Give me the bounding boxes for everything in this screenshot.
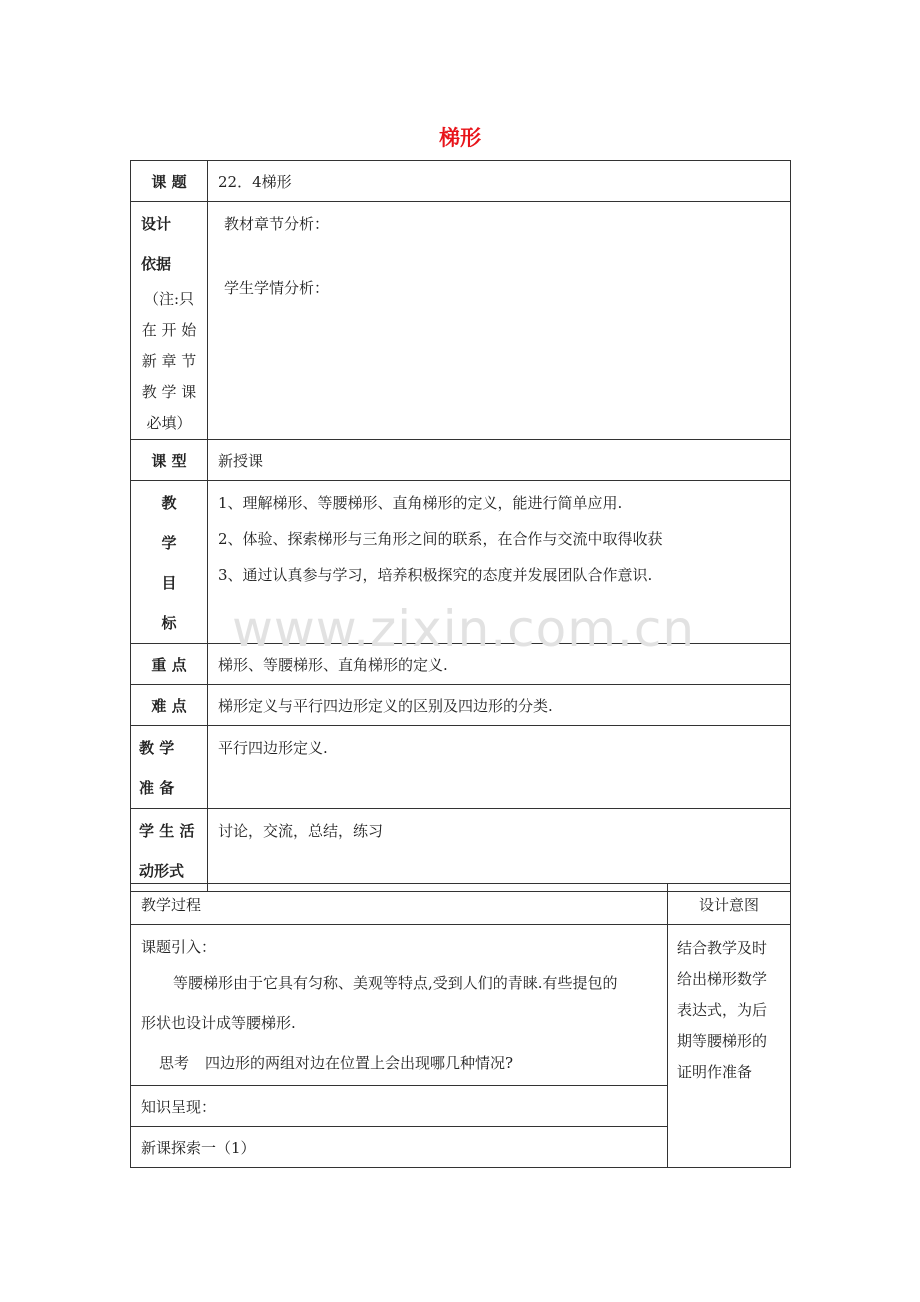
topic-value: 22．4梯形 [208,161,791,202]
topic-row [131,161,791,202]
design-intent-line: 给出梯形数学 [677,970,768,988]
design-intent-line: 表达式，为后 [677,1001,768,1019]
design-intent-line: 证明作准备 [677,1063,753,1081]
design-basis-content [208,202,791,440]
preparation-label [131,726,208,809]
lesson-type-value: 新授课 [208,440,791,481]
basis-note-line: 必填） [146,414,192,432]
document-title: 梯形 [439,126,481,150]
objectives-row [131,481,791,644]
student-analysis-label: 学生学情分析： [224,279,330,297]
think-question [141,1043,667,1083]
objectives-label-char: 目 [161,574,177,592]
difficulty-row [131,685,791,726]
activity-label [131,809,208,892]
teaching-process-table [130,883,791,1168]
key-point-value: 梯形、等腰梯形、直角梯形的定义. [208,644,791,685]
objectives-list [208,481,791,644]
textbook-analysis-label: 教材章节分析： [224,215,330,233]
basis-note-line: 在 开 始 [141,321,197,339]
lesson-info-table [130,160,791,892]
lesson-type-row [131,440,791,481]
process-header-row [131,884,791,925]
objectives-label [131,481,208,644]
basis-note-line: （注:只 [143,290,195,308]
activity-value: 讨论，交流，总结，练习 [208,809,791,892]
design-intent-line: 期等腰梯形的 [677,1032,768,1050]
basis-note-line: 教 学 课 [141,383,197,401]
lesson-type-label: 课 型 [131,440,208,481]
activity-label-line: 学 生 活 [139,822,195,840]
activity-row [131,809,791,892]
basis-note-line: 新 章 节 [141,352,197,370]
explore-label: 新课探索一（1） [131,1127,668,1168]
objective-item: 3、通过认真参与学习，培养积极探究的态度并发展团队合作意识. [218,566,653,584]
objective-item: 1、理解梯形、等腰梯形、直角梯形的定义，能进行简单应用. [218,494,623,512]
design-intent-line: 结合教学及时 [677,939,768,957]
topic-label: 课 题 [131,161,208,202]
process-header: 教学过程 [131,884,668,925]
design-basis-row [131,202,791,440]
think-label: 思考 [159,1054,190,1072]
objectives-label-char: 教 [161,494,177,512]
intro-cell [131,925,668,1086]
basis-label-line: 设计 [141,215,172,233]
intro-row [131,925,791,1086]
think-text: 四边形的两组对边在位置上会出现哪几种情况? [205,1054,514,1072]
key-point-row [131,644,791,685]
objectives-label-char: 学 [161,534,177,552]
difficulty-value: 梯形定义与平行四边形定义的区别及四边形的分类. [208,685,791,726]
intro-paragraph-line: 形状也设计成等腰梯形. [141,1014,296,1032]
preparation-label-line: 准 备 [139,779,175,797]
difficulty-label: 难 点 [131,685,208,726]
knowledge-label: 知识呈现： [131,1086,668,1127]
basis-label-line: 依据 [141,255,172,273]
objective-item: 2、体验、探索梯形与三角形之间的联系，在合作与交流中取得收获 [218,530,663,548]
preparation-value: 平行四边形定义. [208,726,791,809]
intent-header: 设计意图 [668,884,791,925]
design-basis-label [131,202,208,440]
objectives-label-char: 标 [161,614,177,632]
intro-paragraph-line: 等腰梯形由于它具有匀称、美观等特点,受到人们的青睐.有些提包的 [173,974,618,992]
watermark: www.zixin.com.cn [232,600,696,658]
preparation-label-line: 教 学 [139,739,175,757]
activity-label-line: 动形式 [139,862,185,880]
design-intent-cell [668,925,791,1168]
preparation-row [131,726,791,809]
intro-title: 课题引入： [141,938,217,956]
key-point-label: 重 点 [131,644,208,685]
